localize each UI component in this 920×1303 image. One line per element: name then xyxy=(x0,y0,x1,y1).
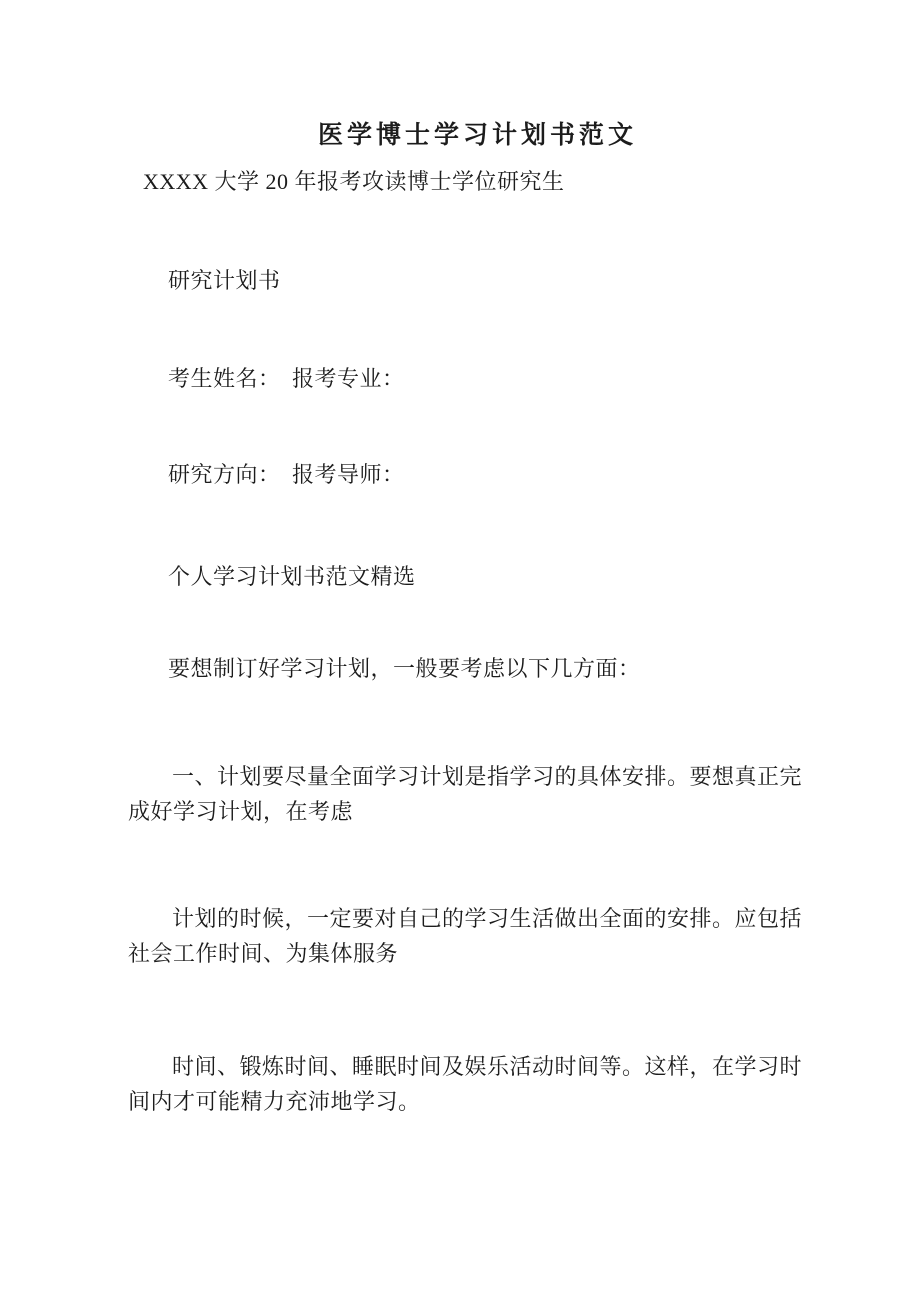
document-title: 医学博士学习计划书范文 xyxy=(318,122,638,149)
line-selection-heading: 个人学习计划书范文精选 xyxy=(168,564,416,589)
paragraph3-line1: 时间、锻炼时间、睡眠时间及娱乐活动时间等。这样，在学习时 xyxy=(172,1054,803,1079)
paragraph3-line2: 间内才可能精力充沛地学习。 xyxy=(128,1089,421,1114)
line-university-subtitle: XXXX 大学 20 年报考攻读博士学位研究生 xyxy=(143,169,565,194)
paragraph2-line2: 社会工作时间、为集体服务 xyxy=(128,941,399,966)
paragraph1-line1: 一、计划要尽量全面学习计划是指学习的具体安排。要想真正完 xyxy=(172,764,803,789)
line-candidate-name-and-major: 考生姓名： 报考专业： xyxy=(168,366,405,391)
line-research-plan-heading: 研究计划书 xyxy=(168,268,281,293)
paragraph1-line2: 成好学习计划，在考虑 xyxy=(128,799,354,824)
line-research-direction-and-supervisor: 研究方向： 报考导师： xyxy=(168,462,405,487)
paragraph2-line1: 计划的时候，一定要对自己的学习生活做出全面的安排。应包括 xyxy=(172,906,803,931)
line-intro-sentence: 要想制订好学习计划，一般要考虑以下几方面： xyxy=(168,656,641,681)
